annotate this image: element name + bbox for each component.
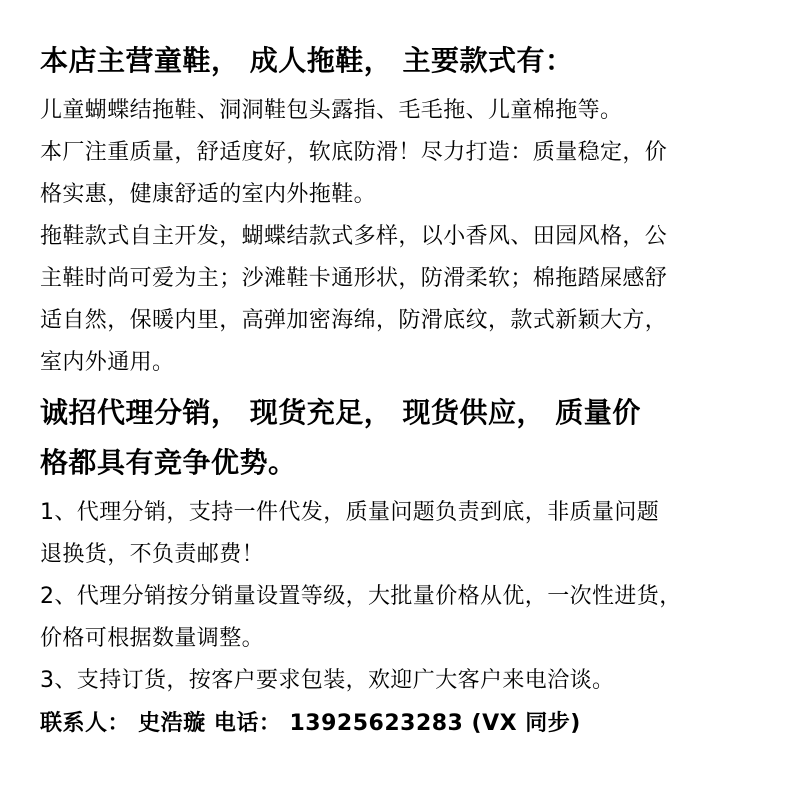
terms-line: 价格可根据数量调整。	[40, 626, 265, 651]
intro-line: 主鞋时尚可爱为主；沙滩鞋卡通形状，防滑柔软；棉拖踏屎感舒	[40, 266, 668, 291]
recruit-heading-line: 格都具有竞争优势。	[40, 446, 297, 479]
terms-line: 退换货，不负责邮费！	[40, 542, 265, 567]
intro-line: 室内外通用。	[40, 350, 175, 375]
main-business-heading: 本店主营童鞋， 成人拖鞋， 主要款式有：	[40, 44, 574, 77]
terms-line: 2、代理分销按分销量设置等级，大批量价格从优，一次性进货，	[40, 584, 682, 609]
contact-line: 联系人： 史浩璇 电话： 13925623283 (VX 同步)	[40, 711, 581, 736]
intro-line: 拖鞋款式自主开发，蝴蝶结款式多样，以小香风、田园风格，公	[40, 224, 668, 249]
document	[40, 36, 760, 746]
intro-line: 格实惠，健康舒适的室内外拖鞋。	[40, 182, 377, 207]
intro-line: 儿童蝴蝶结拖鞋、洞洞鞋包头露指、毛毛拖、儿童棉拖等。	[40, 98, 623, 123]
recruit-heading-line: 诚招代理分销， 现货充足， 现货供应， 质量价	[40, 396, 641, 429]
terms-line: 3、支持订货，按客户要求包装，欢迎广大客户来电洽谈。	[40, 668, 615, 693]
intro-line: 适自然，保暖内里，高弹加密海绵，防滑底纹，款式新颖大方，	[40, 308, 668, 333]
intro-line: 本厂注重质量，舒适度好，软底防滑！尽力打造：质量稳定，价	[40, 140, 668, 165]
terms-line: 1、代理分销，支持一件代发，质量问题负责到底，非质量问题	[40, 500, 660, 525]
